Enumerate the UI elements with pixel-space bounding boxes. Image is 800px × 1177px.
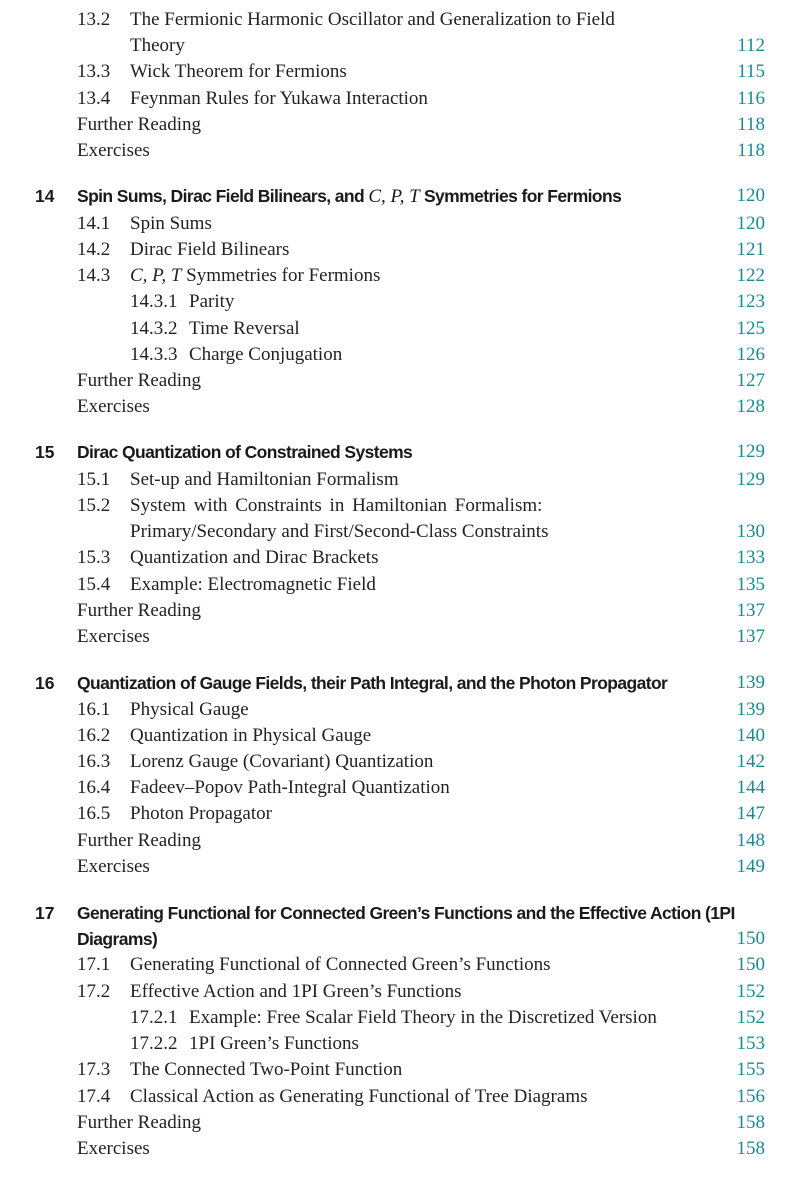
- page-number[interactable]: 150: [736, 928, 765, 949]
- section-number: 14.3: [77, 265, 111, 286]
- entry-title: Lorenz Gauge (Covariant) Quantization: [130, 751, 434, 772]
- chapter-title-cont: Diagrams): [77, 929, 158, 949]
- section-number: 15.4: [77, 574, 111, 595]
- page-number[interactable]: 135: [736, 574, 765, 595]
- entry-title: Fadeev–Popov Path-Integral Quantization: [130, 777, 450, 798]
- section-number: 15.3: [77, 547, 111, 568]
- section-number: 13.2: [77, 9, 111, 30]
- section-number: 15.2: [77, 495, 111, 516]
- page-number[interactable]: 140: [736, 725, 765, 746]
- page-number[interactable]: 158: [736, 1138, 765, 1159]
- section-number: 17.4: [77, 1086, 111, 1107]
- chapter-title-b: Symmetries for Fermions: [419, 186, 622, 206]
- entry-title: The Fermionic Harmonic Oscillator and Generalization to Field: [130, 9, 615, 30]
- entry-title-b: Symmetries for Fermions: [181, 265, 381, 286]
- entry-title: Parity: [189, 291, 235, 312]
- page-number[interactable]: 121: [736, 239, 765, 260]
- entry-title: System with Constraints in Hamiltonian Formalism:: [130, 495, 543, 516]
- entry-title: Set-up and Hamiltonian Formalism: [130, 469, 399, 490]
- page-number[interactable]: 148: [736, 830, 765, 851]
- page-number[interactable]: 118: [737, 114, 765, 135]
- section-number: 16.1: [77, 699, 111, 720]
- page-number[interactable]: 153: [736, 1033, 765, 1054]
- page-number[interactable]: 142: [736, 751, 765, 772]
- chapter-number: 17: [35, 903, 55, 923]
- page-number[interactable]: 137: [736, 626, 765, 647]
- entry-title: Effective Action and 1PI Green’s Functions: [130, 981, 462, 1002]
- page-number[interactable]: 150: [736, 954, 765, 975]
- entry-title: Further Reading: [77, 830, 202, 851]
- page-number[interactable]: 152: [736, 1007, 765, 1028]
- entry-title: Generating Functional of Connected Green’s Functions: [130, 954, 551, 975]
- entry-title: [130, 263, 380, 289]
- entry-title-cont: Theory: [130, 35, 185, 56]
- cpt-symbols: C, P, T: [368, 186, 420, 207]
- entry-title: Exercises: [77, 626, 150, 647]
- page-number[interactable]: 137: [736, 600, 765, 621]
- page-number[interactable]: 116: [737, 88, 765, 109]
- section-number: 17.2: [77, 981, 111, 1002]
- page-number[interactable]: 149: [736, 856, 765, 877]
- page-number[interactable]: 126: [736, 344, 765, 365]
- section-number: 13.3: [77, 61, 111, 82]
- entry-title: Further Reading: [77, 1112, 202, 1133]
- section-number: 17.1: [77, 954, 111, 975]
- chapter-number: 14: [35, 186, 55, 206]
- subsection-number: 14.3.3: [130, 344, 178, 365]
- section-number: 17.3: [77, 1059, 111, 1080]
- entry-title: Feynman Rules for Yukawa Interaction: [130, 88, 428, 109]
- page-number[interactable]: 115: [737, 61, 765, 82]
- chapter-title: [77, 183, 621, 210]
- page-number[interactable]: 144: [736, 777, 765, 798]
- page-number[interactable]: 120: [736, 213, 765, 234]
- subsection-number: 17.2.1: [130, 1007, 178, 1028]
- entry-title: The Connected Two-Point Function: [130, 1059, 403, 1080]
- subsection-number: 14.3.1: [130, 291, 178, 312]
- section-number: 14.1: [77, 213, 111, 234]
- page-number[interactable]: 139: [736, 672, 765, 693]
- section-number: 15.1: [77, 469, 111, 490]
- page-number[interactable]: 155: [736, 1059, 765, 1080]
- entry-title: Example: Electromagnetic Field: [130, 574, 376, 595]
- page-number[interactable]: 128: [736, 396, 765, 417]
- entry-title: Time Reversal: [189, 318, 300, 339]
- section-number: 16.5: [77, 803, 111, 824]
- entry-title: Spin Sums: [130, 213, 212, 234]
- entry-title: Exercises: [77, 140, 150, 161]
- section-number: 16.3: [77, 751, 111, 772]
- section-number: 14.2: [77, 239, 111, 260]
- page-number[interactable]: 118: [737, 140, 765, 161]
- page-number[interactable]: 133: [736, 547, 765, 568]
- section-number: 13.4: [77, 88, 111, 109]
- entry-title: Charge Conjugation: [189, 344, 343, 365]
- page-number[interactable]: 156: [736, 1086, 765, 1107]
- page-number[interactable]: 125: [736, 318, 765, 339]
- page-number[interactable]: 147: [736, 803, 765, 824]
- subsection-number: 14.3.2: [130, 318, 178, 339]
- entry-title: Further Reading: [77, 114, 202, 135]
- entry-title: Dirac Field Bilinears: [130, 239, 290, 260]
- page-number[interactable]: 123: [736, 291, 765, 312]
- entry-title-cont: Primary/Secondary and First/Second-Class Constraints: [130, 521, 549, 542]
- entry-title: Quantization and Dirac Brackets: [130, 547, 379, 568]
- cpt-symbols: C, P, T: [130, 265, 182, 286]
- chapter-title: Generating Functional for Connected Green’s Functions and the Effective Action (1PI: [77, 903, 735, 923]
- page-number[interactable]: 120: [736, 185, 765, 206]
- entry-title: 1PI Green’s Functions: [189, 1033, 359, 1054]
- entry-title: Further Reading: [77, 370, 202, 391]
- page-number[interactable]: 129: [736, 469, 765, 490]
- chapter-title-a: Spin Sums, Dirac Field Bilinears, and: [77, 186, 369, 206]
- entry-title: Classical Action as Generating Functional of Tree Diagrams: [130, 1086, 588, 1107]
- chapter-number: 15: [35, 442, 55, 462]
- chapter-number: 16: [35, 673, 55, 693]
- page-number[interactable]: 129: [736, 441, 765, 462]
- entry-title: Physical Gauge: [130, 699, 249, 720]
- page-number[interactable]: 130: [736, 521, 765, 542]
- page-number[interactable]: 152: [736, 981, 765, 1002]
- entry-title: Photon Propagator: [130, 803, 272, 824]
- entry-title: Exercises: [77, 856, 150, 877]
- entry-title: Quantization in Physical Gauge: [130, 725, 372, 746]
- chapter-title: Dirac Quantization of Constrained Systems: [77, 442, 413, 462]
- entry-title: Further Reading: [77, 600, 202, 621]
- entry-title: Wick Theorem for Fermions: [130, 61, 347, 82]
- subsection-number: 17.2.2: [130, 1033, 178, 1054]
- section-number: 16.2: [77, 725, 111, 746]
- chapter-title: Quantization of Gauge Fields, their Path Integral, and the Photon Propagator: [77, 673, 668, 693]
- entry-title: Example: Free Scalar Field Theory in the Discretized Version: [189, 1007, 657, 1028]
- page-number[interactable]: 158: [736, 1112, 765, 1133]
- page-number[interactable]: 112: [737, 35, 765, 56]
- entry-title: Exercises: [77, 396, 150, 417]
- section-number: 16.4: [77, 777, 111, 798]
- page-number[interactable]: 127: [736, 370, 765, 391]
- page-number[interactable]: 139: [736, 699, 765, 720]
- page-number[interactable]: 122: [736, 265, 765, 286]
- entry-title: Exercises: [77, 1138, 150, 1159]
